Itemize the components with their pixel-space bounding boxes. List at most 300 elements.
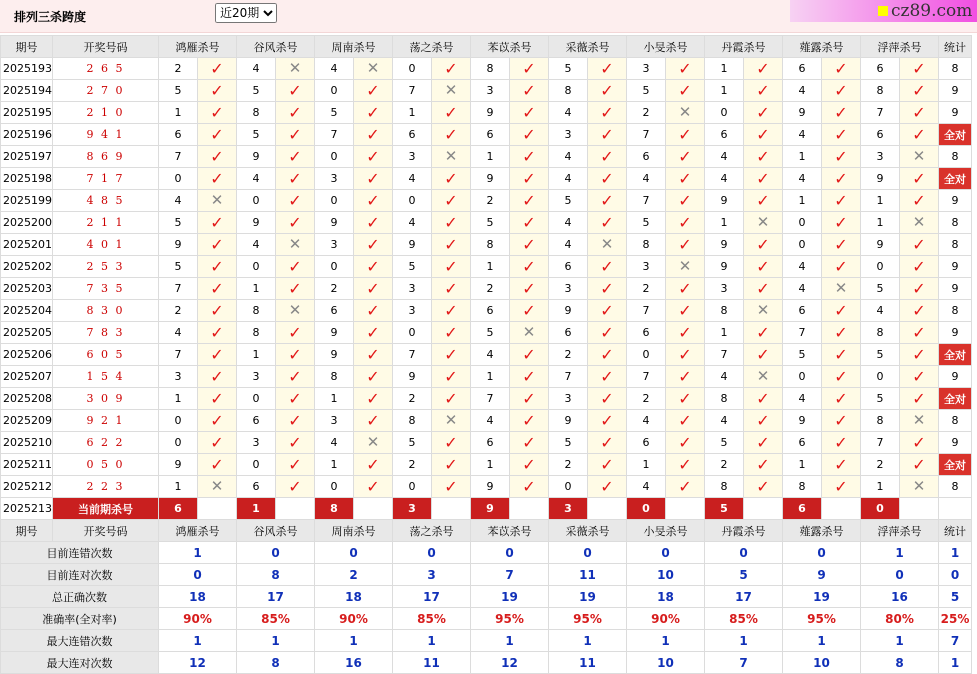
kill-value-cell: 0 (237, 454, 276, 476)
result-mark-cell (744, 80, 783, 102)
stat-value: 16 (315, 652, 393, 674)
result-mark-cell (666, 476, 705, 498)
result-mark-cell (354, 80, 393, 102)
kill-value-cell: 3 (393, 146, 432, 168)
stat-value: 12 (471, 652, 549, 674)
result-mark-cell (822, 344, 861, 366)
check-mark-icon: ✓ (522, 256, 536, 276)
kill-value-cell: 1 (783, 190, 822, 212)
empty-cell (354, 498, 393, 520)
check-mark-icon: ✓ (912, 80, 926, 100)
stat-value: 1 (159, 542, 237, 564)
kill-value-cell: 0 (237, 190, 276, 212)
stat-value: 10 (783, 652, 861, 674)
result-mark-cell (510, 278, 549, 300)
result-mark-cell (822, 102, 861, 124)
period-cell: 2025206 (1, 344, 53, 366)
check-mark-icon: ✓ (678, 58, 692, 78)
kill-value-cell: 2 (627, 278, 666, 300)
column-header-expert[interactable]: 谷风杀号 (237, 520, 315, 542)
result-mark-cell (276, 80, 315, 102)
result-mark-cell (744, 476, 783, 498)
kill-value-cell: 5 (861, 388, 900, 410)
check-mark-icon: ✓ (756, 80, 770, 100)
check-mark-icon: ✓ (366, 454, 380, 474)
result-mark-cell (198, 124, 237, 146)
column-header-expert[interactable]: 薤露杀号 (783, 520, 861, 542)
empty-cell (198, 498, 237, 520)
check-mark-icon: ✓ (522, 234, 536, 254)
result-mark-cell (432, 102, 471, 124)
kill-value-cell: 6 (861, 58, 900, 80)
check-mark-icon: ✓ (912, 234, 926, 254)
kill-value-cell: 2 (861, 454, 900, 476)
column-header-expert[interactable]: 采薇杀号 (549, 520, 627, 542)
result-mark-cell (432, 168, 471, 190)
cross-mark-icon: ✕ (756, 213, 770, 231)
result-mark-cell (510, 190, 549, 212)
kill-value-cell: 7 (159, 278, 198, 300)
stat-value: 5 (705, 564, 783, 586)
result-mark-cell (900, 146, 939, 168)
result-mark-cell (900, 278, 939, 300)
check-mark-icon: ✓ (678, 366, 692, 386)
period-cell: 2025213 (1, 498, 53, 520)
check-mark-icon: ✓ (288, 146, 302, 166)
column-header-expert[interactable]: 鸿雁杀号 (159, 36, 237, 58)
result-mark-cell (432, 80, 471, 102)
kill-value-cell: 7 (159, 146, 198, 168)
result-mark-cell (354, 366, 393, 388)
kill-value-cell: 4 (471, 410, 510, 432)
kill-value-cell: 2 (471, 190, 510, 212)
result-mark-cell (666, 388, 705, 410)
check-mark-icon: ✓ (600, 102, 614, 122)
result-mark-cell (588, 58, 627, 80)
stat-cell: 9 (939, 190, 972, 212)
check-mark-icon: ✓ (210, 124, 224, 144)
kill-value-cell: 7 (549, 366, 588, 388)
check-mark-icon: ✓ (678, 190, 692, 210)
check-mark-icon: ✓ (210, 102, 224, 122)
column-header-expert[interactable]: 谷风杀号 (237, 36, 315, 58)
kill-value-cell: 0 (627, 344, 666, 366)
kill-value-cell: 8 (315, 366, 354, 388)
result-mark-cell (744, 190, 783, 212)
column-header-expert[interactable]: 鸿雁杀号 (159, 520, 237, 542)
kill-value-cell: 2 (705, 454, 744, 476)
result-mark-cell (354, 410, 393, 432)
draw-numbers-cell: 1 5 4 (53, 366, 159, 388)
check-mark-icon: ✓ (210, 388, 224, 408)
draw-numbers-cell: 8 3 0 (53, 300, 159, 322)
stat-cell: 9 (939, 256, 972, 278)
draw-numbers-cell: 2 6 5 (53, 58, 159, 80)
stat-row (1, 542, 972, 564)
empty-cell (744, 498, 783, 520)
check-mark-icon: ✓ (366, 366, 380, 386)
check-mark-icon: ✓ (600, 476, 614, 496)
table-row (1, 322, 972, 344)
result-mark-cell (666, 300, 705, 322)
draw-numbers-cell: 4 8 5 (53, 190, 159, 212)
kill-value-cell: 9 (705, 234, 744, 256)
check-mark-icon: ✓ (288, 410, 302, 430)
check-mark-icon: ✓ (366, 102, 380, 122)
result-mark-cell (510, 344, 549, 366)
stat-row (1, 586, 972, 608)
check-mark-icon: ✓ (366, 212, 380, 232)
cross-mark-icon: ✕ (366, 59, 380, 77)
stat-value: 12 (159, 652, 237, 674)
result-mark-cell (354, 476, 393, 498)
result-mark-cell (744, 234, 783, 256)
result-mark-cell (276, 278, 315, 300)
check-mark-icon: ✓ (834, 124, 848, 144)
draw-numbers-cell: 7 8 3 (53, 322, 159, 344)
result-mark-cell (666, 212, 705, 234)
period-cell: 2025203 (1, 278, 53, 300)
kill-value-cell: 0 (315, 256, 354, 278)
column-header-period: 期号 (1, 520, 53, 542)
check-mark-icon: ✓ (678, 432, 692, 452)
stat-cell: 8 (939, 212, 972, 234)
check-mark-icon: ✓ (756, 256, 770, 276)
result-mark-cell (198, 322, 237, 344)
check-mark-icon: ✓ (678, 234, 692, 254)
check-mark-icon: ✓ (366, 300, 380, 320)
result-mark-cell (198, 454, 237, 476)
column-header-expert[interactable]: 小旻杀号 (627, 36, 705, 58)
all-correct-badge: 全对 (939, 168, 972, 190)
check-mark-icon: ✓ (912, 256, 926, 276)
check-mark-icon: ✓ (834, 102, 848, 122)
kill-value-cell: 1 (315, 454, 354, 476)
stat-value: 0 (627, 542, 705, 564)
check-mark-icon: ✓ (366, 322, 380, 342)
result-mark-cell (276, 102, 315, 124)
table-row (1, 278, 972, 300)
kill-value-cell: 6 (861, 124, 900, 146)
result-mark-cell (354, 102, 393, 124)
kill-value-cell: 9 (237, 146, 276, 168)
result-mark-cell (822, 168, 861, 190)
stat-value: 0 (705, 542, 783, 564)
column-header-numbers: 开奖号码 (53, 520, 159, 542)
check-mark-icon: ✓ (210, 212, 224, 232)
kill-value-cell: 3 (549, 388, 588, 410)
check-mark-icon: ✓ (210, 234, 224, 254)
stat-label: 目前连错次数 (1, 542, 159, 564)
result-mark-cell (588, 454, 627, 476)
check-mark-icon: ✓ (600, 212, 614, 232)
stat-value: 1 (549, 630, 627, 652)
period-cell: 2025210 (1, 432, 53, 454)
result-mark-cell (588, 146, 627, 168)
result-mark-cell (432, 234, 471, 256)
kill-value-cell: 0 (705, 102, 744, 124)
cross-mark-icon: ✕ (444, 147, 458, 165)
result-mark-cell (900, 322, 939, 344)
result-mark-cell (354, 146, 393, 168)
result-mark-cell (276, 190, 315, 212)
check-mark-icon: ✓ (756, 168, 770, 188)
current-period-row (1, 498, 972, 520)
check-mark-icon: ✓ (288, 256, 302, 276)
result-mark-cell (588, 410, 627, 432)
result-mark-cell (432, 300, 471, 322)
stat-label: 准确率(全对率) (1, 608, 159, 630)
kill-value-cell: 5 (159, 212, 198, 234)
result-mark-cell (666, 256, 705, 278)
result-mark-cell (510, 322, 549, 344)
result-mark-cell (588, 388, 627, 410)
check-mark-icon: ✓ (912, 432, 926, 452)
period-cell: 2025196 (1, 124, 53, 146)
draw-numbers-cell: 9 4 1 (53, 124, 159, 146)
result-mark-cell (432, 256, 471, 278)
column-header-expert[interactable]: 小旻杀号 (627, 520, 705, 542)
stat-value: 3 (393, 564, 471, 586)
table-row (1, 256, 972, 278)
stat-value: 90% (159, 608, 237, 630)
kill-value-cell: 5 (861, 344, 900, 366)
kill-value-cell: 1 (471, 366, 510, 388)
column-header-expert[interactable]: 薤露杀号 (783, 36, 861, 58)
draw-numbers-cell: 2 7 0 (53, 80, 159, 102)
kill-value-cell: 0 (159, 410, 198, 432)
draw-numbers-cell: 2 1 0 (53, 102, 159, 124)
kill-value-cell: 5 (237, 124, 276, 146)
result-mark-cell (744, 322, 783, 344)
cross-mark-icon: ✕ (366, 433, 380, 451)
check-mark-icon: ✓ (600, 322, 614, 342)
stat-value: 85% (705, 608, 783, 630)
kill-value-cell: 4 (315, 58, 354, 80)
check-mark-icon: ✓ (834, 432, 848, 452)
draw-numbers-cell: 3 0 9 (53, 388, 159, 410)
result-mark-cell (666, 278, 705, 300)
kill-value-cell: 0 (159, 432, 198, 454)
result-mark-cell (744, 388, 783, 410)
result-mark-cell (276, 344, 315, 366)
kill-value-cell: 4 (315, 432, 354, 454)
result-mark-cell (354, 124, 393, 146)
result-mark-cell (822, 58, 861, 80)
check-mark-icon: ✓ (600, 168, 614, 188)
kill-value-cell: 8 (393, 410, 432, 432)
kill-value-cell: 5 (159, 256, 198, 278)
stat-value: 17 (393, 586, 471, 608)
check-mark-icon: ✓ (600, 58, 614, 78)
column-header-expert[interactable]: 苯苡杀号 (471, 520, 549, 542)
kill-value-cell: 0 (393, 322, 432, 344)
kill-value-cell: 6 (237, 476, 276, 498)
result-mark-cell (432, 476, 471, 498)
column-header-expert[interactable]: 采薇杀号 (549, 36, 627, 58)
result-mark-cell (744, 102, 783, 124)
kill-value-cell: 9 (315, 344, 354, 366)
check-mark-icon: ✓ (600, 80, 614, 100)
empty-cell (666, 498, 705, 520)
table-row (1, 454, 972, 476)
result-mark-cell (744, 124, 783, 146)
draw-numbers-cell: 0 5 0 (53, 454, 159, 476)
result-mark-cell (666, 168, 705, 190)
kill-value-cell: 7 (627, 366, 666, 388)
check-mark-icon: ✓ (366, 124, 380, 144)
kill-value-cell: 0 (315, 476, 354, 498)
cross-mark-icon: ✕ (912, 411, 926, 429)
kill-value-cell: 3 (393, 278, 432, 300)
check-mark-icon: ✓ (522, 410, 536, 430)
check-mark-icon: ✓ (834, 322, 848, 342)
result-mark-cell (276, 212, 315, 234)
check-mark-icon: ✓ (288, 454, 302, 474)
kill-value-cell: 9 (549, 410, 588, 432)
check-mark-icon: ✓ (366, 234, 380, 254)
current-kill-value: 1 (237, 498, 276, 520)
result-mark-cell (588, 322, 627, 344)
kill-value-cell: 8 (783, 476, 822, 498)
kill-value-cell: 8 (471, 58, 510, 80)
kill-value-cell: 1 (783, 146, 822, 168)
kill-value-cell: 7 (627, 300, 666, 322)
result-mark-cell (354, 278, 393, 300)
result-mark-cell (822, 234, 861, 256)
kill-value-cell: 1 (783, 454, 822, 476)
result-mark-cell (198, 256, 237, 278)
kill-value-cell: 0 (393, 190, 432, 212)
check-mark-icon: ✓ (756, 234, 770, 254)
period-cell: 2025201 (1, 234, 53, 256)
result-mark-cell (510, 256, 549, 278)
result-mark-cell (432, 146, 471, 168)
result-mark-cell (198, 344, 237, 366)
column-header-expert[interactable]: 丹霞杀号 (705, 36, 783, 58)
stat-value: 95% (783, 608, 861, 630)
stat-value: 8 (237, 564, 315, 586)
period-range-select[interactable] (215, 3, 277, 23)
result-mark-cell (432, 190, 471, 212)
column-header-expert[interactable]: 周南杀号 (315, 36, 393, 58)
period-cell: 2025211 (1, 454, 53, 476)
check-mark-icon: ✓ (288, 432, 302, 452)
kill-value-cell: 3 (315, 410, 354, 432)
result-mark-cell (588, 432, 627, 454)
current-kill-value: 0 (861, 498, 900, 520)
result-mark-cell (354, 454, 393, 476)
stat-value: 0 (861, 564, 939, 586)
kill-value-cell: 6 (783, 58, 822, 80)
current-kill-value: 3 (549, 498, 588, 520)
check-mark-icon: ✓ (756, 58, 770, 78)
cross-mark-icon: ✕ (210, 191, 224, 209)
column-header-expert[interactable]: 荡之杀号 (393, 36, 471, 58)
stat-value: 1 (315, 630, 393, 652)
kill-value-cell: 2 (549, 344, 588, 366)
check-mark-icon: ✓ (522, 300, 536, 320)
kill-value-cell: 2 (393, 454, 432, 476)
stat-value: 10 (627, 652, 705, 674)
column-header-expert[interactable]: 荡之杀号 (393, 520, 471, 542)
cross-mark-icon: ✕ (678, 103, 692, 121)
column-header-expert[interactable]: 苯苡杀号 (471, 36, 549, 58)
result-mark-cell (900, 124, 939, 146)
kill-value-cell: 4 (549, 212, 588, 234)
kill-value-cell: 1 (705, 58, 744, 80)
result-mark-cell (744, 168, 783, 190)
result-mark-cell (354, 212, 393, 234)
result-mark-cell (744, 432, 783, 454)
stat-value: 17 (705, 586, 783, 608)
result-mark-cell (822, 322, 861, 344)
check-mark-icon: ✓ (678, 80, 692, 100)
column-header-expert[interactable]: 周南杀号 (315, 520, 393, 542)
stat-value: 90% (315, 608, 393, 630)
check-mark-icon: ✓ (834, 300, 848, 320)
kill-value-cell: 5 (393, 256, 432, 278)
logo-text: cz89.com (891, 1, 973, 21)
kill-value-cell: 1 (393, 102, 432, 124)
check-mark-icon: ✓ (444, 300, 458, 320)
check-mark-icon: ✓ (444, 366, 458, 386)
stat-value: 1 (783, 630, 861, 652)
kill-value-cell: 8 (705, 300, 744, 322)
kill-value-cell: 4 (159, 322, 198, 344)
column-header-expert[interactable]: 丹霞杀号 (705, 520, 783, 542)
kill-value-cell: 0 (393, 58, 432, 80)
kill-value-cell: 0 (159, 168, 198, 190)
check-mark-icon: ✓ (912, 278, 926, 298)
stat-cell: 8 (939, 146, 972, 168)
cross-mark-icon: ✕ (444, 411, 458, 429)
check-mark-icon: ✓ (444, 454, 458, 474)
check-mark-icon: ✓ (522, 388, 536, 408)
check-mark-icon: ✓ (210, 344, 224, 364)
check-mark-icon: ✓ (912, 190, 926, 210)
cross-mark-icon: ✕ (912, 213, 926, 231)
check-mark-icon: ✓ (288, 124, 302, 144)
result-mark-cell (510, 124, 549, 146)
result-mark-cell (588, 278, 627, 300)
kill-value-cell: 9 (783, 102, 822, 124)
check-mark-icon: ✓ (522, 212, 536, 232)
check-mark-icon: ✓ (444, 278, 458, 298)
result-mark-cell (276, 168, 315, 190)
check-mark-icon: ✓ (366, 168, 380, 188)
stat-value: 1 (861, 542, 939, 564)
kill-value-cell: 8 (237, 102, 276, 124)
stat-value: 1 (705, 630, 783, 652)
stat-value: 0 (783, 542, 861, 564)
kill-value-cell: 5 (549, 432, 588, 454)
column-header-expert[interactable]: 浮萍杀号 (861, 520, 939, 542)
result-mark-cell (900, 476, 939, 498)
stat-value: 17 (237, 586, 315, 608)
check-mark-icon: ✓ (522, 124, 536, 144)
result-mark-cell (432, 322, 471, 344)
kill-value-cell: 6 (783, 432, 822, 454)
kill-value-cell: 7 (705, 344, 744, 366)
site-logo[interactable] (790, 0, 977, 22)
kill-value-cell: 1 (471, 454, 510, 476)
column-header-expert[interactable]: 浮萍杀号 (861, 36, 939, 58)
stat-value: 0 (393, 542, 471, 564)
check-mark-icon: ✓ (366, 146, 380, 166)
kill-value-cell: 9 (471, 102, 510, 124)
kill-value-cell: 6 (471, 300, 510, 322)
